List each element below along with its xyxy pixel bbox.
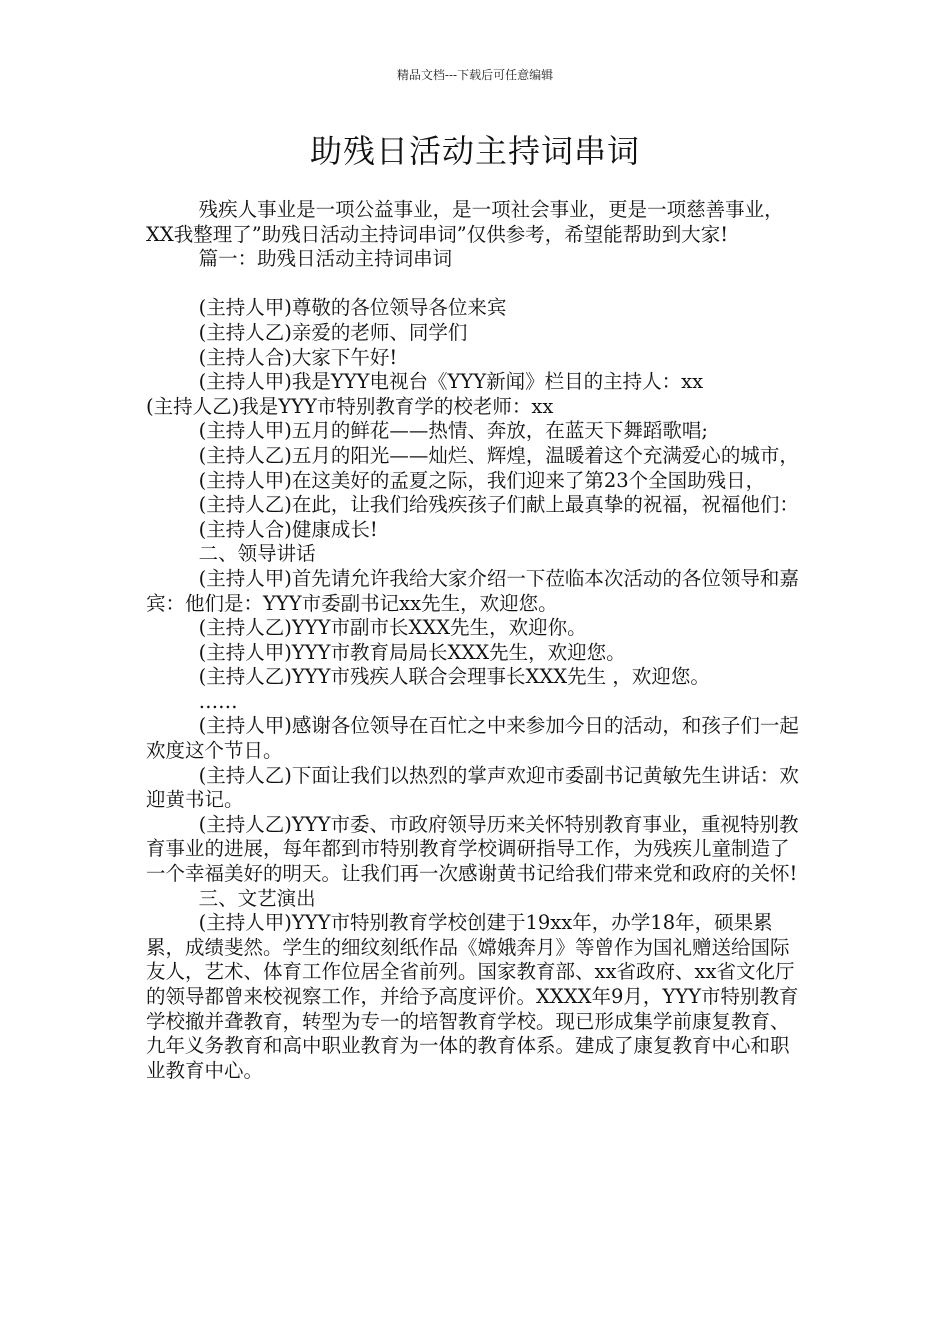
paragraph: (主持人甲)五月的鲜花——热情、奔放，在蓝天下舞蹈歌唱;: [198, 419, 708, 443]
paragraph: (主持人乙)我是YYY市特别教育学的校老师：xx: [146, 394, 554, 418]
paragraph: (主持人乙)亲爱的老师、同学们: [198, 320, 468, 344]
paragraph: (主持人乙)五月的阳光——灿烂、辉煌，温暖着这个充满爱心的城市，: [198, 443, 799, 467]
paragraph-section-1: 篇一：助残日活动主持词串词: [198, 247, 453, 271]
paragraph: (主持人乙)YYY市委、市政府领导历来关怀特别教育事业，重视特别教育事业的进展，每年都到市特别教育学校调研指导工作，为残疾儿童制造了一个幸福美好的明天。让我们再一次感谢黄书记给我们带来党和政府的关怀!: [146, 812, 799, 886]
header-note: 精品文档---下载后可任意编辑: [396, 68, 554, 82]
paragraph: (主持人甲)感谢各位领导在百忙之中来参加今日的活动，和孩子们一起欢度这个节日。: [146, 714, 799, 763]
paragraph-section-2: 二、领导讲话: [198, 542, 316, 566]
paragraph: (主持人乙)YYY市残疾人联合会理事长XXX先生 ，欢迎您。: [198, 665, 710, 689]
paragraph: (主持人乙)YYY市副市长XXX先生，欢迎你。: [198, 616, 587, 640]
document-title: 助残日活动主持词串词: [309, 132, 640, 170]
paragraph: (主持人乙)在此，让我们给残疾孩子们献上最真挚的祝福，祝福他们：: [198, 493, 799, 517]
paragraph: (主持人甲)尊敬的各位领导各位来宾: [198, 296, 507, 320]
paragraph-section-3: 三、文艺演出: [198, 886, 316, 910]
document-body: [146, 198, 806, 1083]
paragraph-ellipsis: ……: [198, 689, 238, 713]
paragraph-intro: 残疾人事业是一项公益事业，是一项社会事业，更是一项慈善事业，XX我整理了”助残日活动主持词串词”仅供参考，希望能帮助到大家!: [146, 198, 784, 246]
paragraph: (主持人甲)在这美好的孟夏之际，我们迎来了第23个全国助残日，: [198, 468, 766, 492]
paragraph-blank: [146, 272, 806, 297]
paragraph: (主持人甲)YYY市特别教育学校创建于19xx年，办学18年，硕果累累，成绩斐然。学生的细纹刻纸作品《嫦娥奔月》等曾作为国礼赠送给国际友人，艺术、体育工作位居全省前列。国家教育部、xx省政府、xx省文化厅的领导都曾来校视察工作，并给予高度评价。XXXX年9月，YYY市特别教育学校撤并聋教育，转型为专一的培智教育学校。现已形成集学前康复教育、九年义务教育和高中职业教育为一体的教育体系。建成了康复教育中心和职业教育中心。: [146, 911, 799, 1082]
paragraph: (主持人乙)下面让我们以热烈的掌声欢迎市委副书记黄敏先生讲话：欢迎黄书记。: [146, 763, 799, 812]
paragraph: (主持人合)健康成长!: [198, 517, 378, 541]
paragraph: (主持人甲)我是YYY电视台《YYY新闻》栏目的主持人：xx: [198, 370, 704, 394]
paragraph: (主持人甲)首先请允许我给大家介绍一下莅临本次活动的各位领导和嘉宾：他们是：YYY市委副书记xx先生，欢迎您。: [146, 566, 799, 615]
paragraph: (主持人合)大家下午好!: [198, 345, 398, 369]
paragraph: (主持人甲)YYY市教育局局长XXX先生，欢迎您。: [198, 640, 626, 664]
